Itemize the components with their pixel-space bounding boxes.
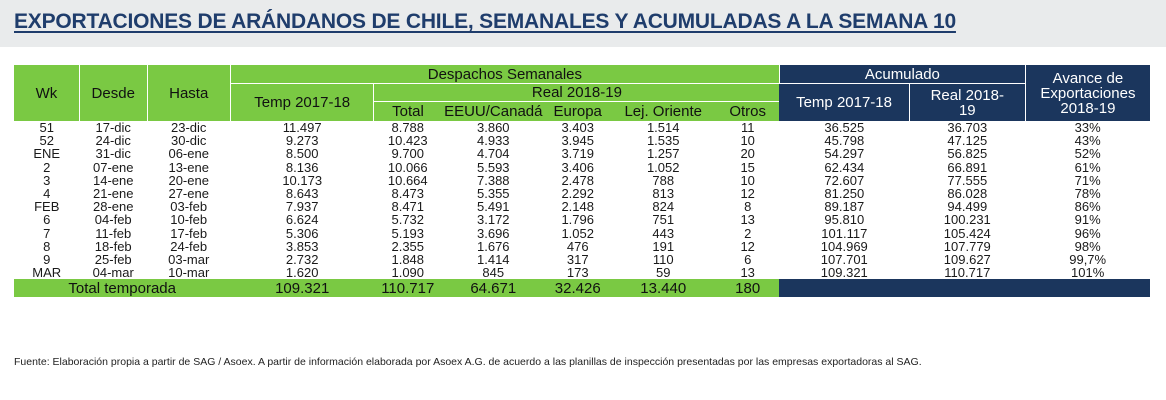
cell-acum-temp: 109.321 <box>820 266 868 280</box>
cell-acum-real: 47.125 <box>947 134 988 148</box>
cell-total: 8.471 <box>391 200 425 214</box>
cell-oriente: 1.052 <box>646 160 680 174</box>
cell-acum-real: 109.627 <box>943 252 991 267</box>
cell-otros: 13 <box>740 213 755 227</box>
header-acumulado: Acumulado <box>779 65 1025 84</box>
cell-otros: 11 <box>740 121 755 135</box>
cell-desde: 24-dic <box>95 134 131 148</box>
total-row <box>14 279 1150 297</box>
cell-hasta: 23-dic <box>171 121 207 135</box>
cell-temp: 3.853 <box>285 239 319 253</box>
cell-oriente: 824 <box>652 200 675 214</box>
cell-desde: 07-ene <box>92 160 134 174</box>
cell-desde: 31-dic <box>95 147 131 161</box>
cell-desde: 04-mar <box>92 266 134 280</box>
cell-otros: 15 <box>740 160 755 174</box>
cell-acum-real: 110.717 <box>944 266 991 280</box>
cell-total: 2.355 <box>391 239 425 253</box>
table-row <box>14 187 1150 200</box>
cell-avance: 43% <box>1074 134 1101 148</box>
header-desde: Desde <box>79 65 147 121</box>
table-row <box>14 161 1150 174</box>
header-total: Total <box>374 102 442 122</box>
cell-europa: 317 <box>566 252 589 267</box>
cell-hasta: 20-ene <box>168 173 209 187</box>
cell-wk: 52 <box>39 134 54 148</box>
table-body <box>14 121 1150 279</box>
cell-acum-temp: 72.607 <box>824 173 865 187</box>
cell-acum-real: 86.028 <box>947 186 988 201</box>
table-header <box>14 65 1150 121</box>
cell-europa: 476 <box>566 239 589 253</box>
cell-eeuu: 3.696 <box>477 226 510 240</box>
cell-avance: 99,7% <box>1069 252 1107 267</box>
cell-avance: 78% <box>1074 186 1101 201</box>
total-navy-block <box>779 279 1150 297</box>
cell-acum-temp: 81.250 <box>824 186 865 201</box>
cell-acum-temp: 107.701 <box>820 252 868 267</box>
cell-eeuu: 7.388 <box>477 173 510 187</box>
cell-avance: 52% <box>1074 147 1101 161</box>
cell-wk: 6 <box>43 213 51 227</box>
table-row <box>14 200 1150 213</box>
cell-avance: 86% <box>1074 200 1101 214</box>
cell-wk: 51 <box>39 121 54 135</box>
cell-wk: FEB <box>34 200 60 214</box>
header-avance-line2: Exportaciones <box>1040 84 1136 102</box>
cell-acum-temp: 101.117 <box>821 226 868 240</box>
cell-total: 9.700 <box>391 147 425 161</box>
cell-europa: 3.945 <box>561 134 594 148</box>
cell-total: 10.423 <box>387 134 428 148</box>
exports-table <box>14 65 1150 297</box>
cell-avance: 91% <box>1074 213 1101 227</box>
cell-oriente: 443 <box>652 226 675 240</box>
page-title: EXPORTACIONES DE ARÁNDANOS DE CHILE, SEMANALES Y ACUMULADAS A LA SEMANA 10 <box>14 10 956 33</box>
cell-acum-temp: 62.434 <box>824 160 865 174</box>
cell-temp: 8.643 <box>285 186 319 201</box>
cell-total: 10.664 <box>387 173 428 187</box>
cell-temp: 11.497 <box>282 121 322 135</box>
cell-oriente: 59 <box>656 266 671 280</box>
cell-eeuu: 845 <box>482 266 505 280</box>
cell-temp: 9.273 <box>285 134 319 148</box>
cell-acum-real: 77.555 <box>947 173 988 187</box>
cell-acum-temp: 89.187 <box>824 200 865 214</box>
cell-total: 1.848 <box>391 252 425 267</box>
cell-total: 8.473 <box>391 186 425 201</box>
header-acum-real-line2: 19 <box>958 101 976 119</box>
cell-temp: 8.136 <box>285 160 319 174</box>
cell-eeuu: 5.355 <box>477 186 510 201</box>
cell-avance: 33% <box>1074 121 1101 135</box>
header-avance <box>1025 65 1150 121</box>
cell-total: 5.732 <box>391 213 425 227</box>
cell-acum-real: 66.891 <box>947 160 988 174</box>
cell-total: 8.788 <box>391 121 425 135</box>
cell-temp: 1.620 <box>285 266 319 280</box>
cell-europa: 3.719 <box>561 147 594 161</box>
cell-oriente: 110 <box>652 252 674 267</box>
cell-europa: 1.052 <box>561 226 594 240</box>
cell-otros: 6 <box>744 252 752 267</box>
total-eeuu: 64.671 <box>442 279 545 297</box>
cell-acum-real: 107.779 <box>943 239 991 253</box>
total-temp: 109.321 <box>230 279 374 297</box>
cell-eeuu: 5.491 <box>477 200 510 214</box>
cell-desde: 17-dic <box>95 121 131 135</box>
table-row <box>14 213 1150 226</box>
cell-hasta: 03-feb <box>170 200 208 214</box>
cell-wk: ENE <box>33 147 61 161</box>
header-avance-line1: Avance de <box>1052 69 1124 87</box>
cell-otros: 10 <box>740 173 755 187</box>
cell-oriente: 813 <box>652 186 675 201</box>
cell-desde: 14-ene <box>92 173 134 187</box>
cell-wk: 2 <box>43 160 51 174</box>
cell-avance: 96% <box>1074 226 1101 240</box>
header-lej-oriente: Lej. Oriente <box>610 102 716 122</box>
cell-otros: 20 <box>740 147 755 161</box>
header-otros: Otros <box>716 102 779 122</box>
header-real-2018-19: Real 2018-19 <box>374 84 779 102</box>
table-row <box>14 121 1150 134</box>
total-europa: 32.426 <box>545 279 610 297</box>
cell-desde: 18-feb <box>94 239 132 253</box>
cell-acum-temp: 95.810 <box>824 213 865 227</box>
cell-total: 5.193 <box>391 226 425 240</box>
header-europa: Europa <box>545 102 610 122</box>
cell-temp: 7.937 <box>285 200 319 214</box>
table-row <box>14 147 1150 160</box>
cell-desde: 11-feb <box>95 226 132 240</box>
cell-acum-real: 105.424 <box>943 226 991 240</box>
cell-oriente: 1.514 <box>646 121 680 135</box>
cell-acum-real: 94.499 <box>947 200 988 214</box>
cell-hasta: 30-dic <box>171 134 207 148</box>
source-note: Fuente: Elaboración propia a partir de SAG / Asoex. A partir de información elaborada por Asoex A.G. de acuerdo a las planillas de inspección presentadas por las empresas exportadoras al SAG. <box>14 356 922 368</box>
cell-wk: 9 <box>43 252 51 267</box>
cell-hasta: 13-ene <box>168 160 209 174</box>
cell-avance: 71% <box>1074 173 1101 187</box>
header-despachos-semanales: Despachos Semanales <box>230 65 779 84</box>
cell-wk: MAR <box>32 266 62 280</box>
cell-eeuu: 5.593 <box>477 160 510 174</box>
cell-hasta: 17-feb <box>170 226 208 240</box>
table-row <box>14 253 1150 266</box>
cell-europa: 173 <box>566 266 589 280</box>
cell-acum-temp: 54.297 <box>824 147 865 161</box>
cell-acum-temp: 45.798 <box>824 134 865 148</box>
header-temp-2017-18: Temp 2017-18 <box>230 84 374 122</box>
cell-acum-real: 56.825 <box>947 147 988 161</box>
total-otros: 180 <box>716 279 779 297</box>
cell-total: 1.090 <box>391 266 425 280</box>
cell-hasta: 10-feb <box>170 213 208 227</box>
header-eeuu-canada: EEUU/Canadá <box>442 102 545 122</box>
cell-hasta: 10-mar <box>168 266 210 280</box>
cell-acum-temp: 104.969 <box>820 239 868 253</box>
cell-europa: 2.292 <box>561 186 594 201</box>
header-avance-line3: 2018-19 <box>1060 99 1116 117</box>
cell-otros: 13 <box>740 266 755 280</box>
cell-oriente: 788 <box>652 173 675 187</box>
table-footer <box>14 279 1150 297</box>
cell-wk: 8 <box>43 239 51 253</box>
cell-oriente: 1.257 <box>646 147 680 161</box>
cell-oriente: 1.535 <box>646 134 680 148</box>
cell-europa: 3.403 <box>561 121 594 135</box>
header-hasta: Hasta <box>147 65 230 121</box>
cell-hasta: 27-ene <box>168 186 209 201</box>
cell-hasta: 03-mar <box>168 252 210 267</box>
cell-eeuu: 1.414 <box>477 252 510 267</box>
cell-acum-real: 100.231 <box>943 213 991 227</box>
cell-acum-real: 36.703 <box>947 121 988 135</box>
table-row <box>14 240 1150 253</box>
cell-wk: 4 <box>43 186 51 201</box>
cell-otros: 12 <box>740 186 755 201</box>
cell-hasta: 24-feb <box>170 239 208 253</box>
header-acum-temp: Temp 2017-18 <box>779 84 909 122</box>
cell-otros: 10 <box>740 134 755 148</box>
cell-desde: 04-feb <box>94 213 132 227</box>
cell-temp: 2.732 <box>285 252 319 267</box>
cell-wk: 3 <box>43 173 51 187</box>
cell-temp: 5.306 <box>285 226 319 240</box>
total-label: Total temporada <box>14 279 230 297</box>
cell-avance: 61% <box>1074 160 1101 174</box>
table-row <box>14 174 1150 187</box>
table-row <box>14 134 1150 147</box>
cell-otros: 12 <box>740 239 755 253</box>
cell-temp: 10.173 <box>282 173 323 187</box>
cell-europa: 2.148 <box>561 200 594 214</box>
cell-europa: 2.478 <box>561 173 594 187</box>
header-acum-real <box>909 84 1025 122</box>
title-bar <box>0 0 1166 47</box>
cell-avance: 98% <box>1074 239 1101 253</box>
cell-europa: 1.796 <box>561 213 594 227</box>
cell-eeuu: 1.676 <box>477 239 510 253</box>
cell-total: 10.066 <box>387 160 428 174</box>
table-row <box>14 266 1150 279</box>
cell-temp: 8.500 <box>285 147 319 161</box>
cell-desde: 21-ene <box>92 186 134 201</box>
cell-eeuu: 3.172 <box>477 213 510 227</box>
cell-desde: 28-ene <box>92 200 134 214</box>
cell-eeuu: 4.933 <box>477 134 510 148</box>
cell-acum-temp: 36.525 <box>824 121 865 135</box>
cell-wk: 7 <box>43 226 51 240</box>
total-oriente: 13.440 <box>610 279 716 297</box>
header-wk: Wk <box>14 65 79 121</box>
cell-otros: 2 <box>744 226 752 240</box>
cell-oriente: 751 <box>652 213 675 227</box>
cell-eeuu: 4.704 <box>477 147 510 161</box>
cell-eeuu: 3.860 <box>477 121 510 135</box>
cell-europa: 3.406 <box>561 160 594 174</box>
total-total: 110.717 <box>374 279 442 297</box>
cell-otros: 8 <box>744 200 752 214</box>
cell-avance: 101% <box>1071 266 1105 280</box>
cell-desde: 25-feb <box>94 252 132 267</box>
table-row <box>14 227 1150 240</box>
cell-hasta: 06-ene <box>168 147 209 161</box>
header-acum-real-line1: Real 2018- <box>930 86 1004 104</box>
cell-temp: 6.624 <box>285 213 319 227</box>
cell-oriente: 191 <box>652 239 675 253</box>
